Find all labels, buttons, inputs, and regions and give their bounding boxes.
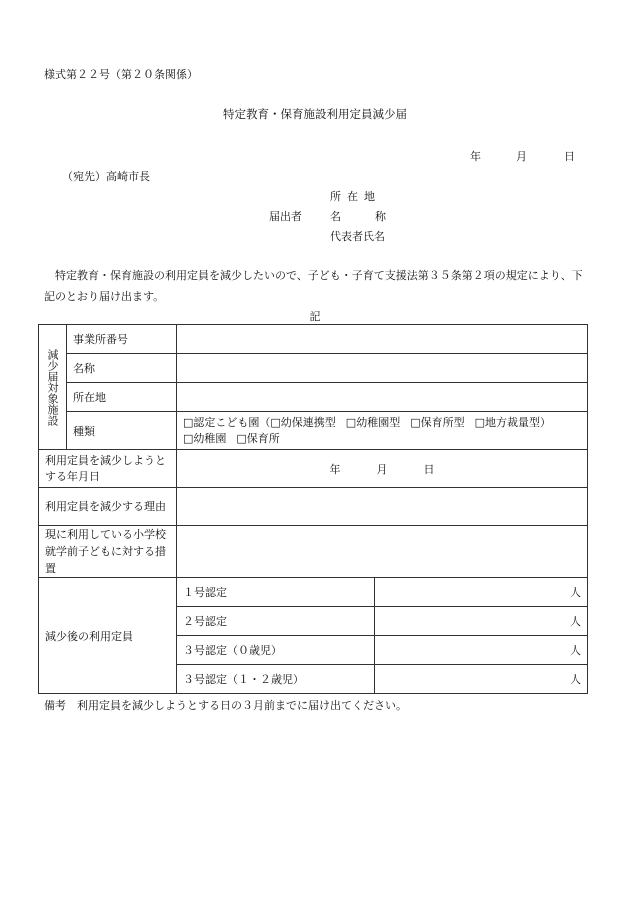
ki-heading: 記 — [309, 310, 321, 323]
option-local-discretion-type[interactable]: □地方裁量型） — [474, 415, 552, 429]
measures-field[interactable] — [177, 526, 588, 578]
capacity-row-label: ３号認定（０歳児） — [177, 636, 375, 665]
capacity-row-label: １号認定 — [177, 578, 375, 607]
date-day-label: 日 — [564, 150, 575, 163]
reduce-date-field[interactable] — [177, 450, 588, 488]
capacity-row-label: ２号認定 — [177, 607, 375, 636]
option-nursery[interactable]: □保育所 — [236, 431, 280, 445]
facility-type-label: 種類 — [67, 412, 177, 450]
capacity-row-value[interactable]: 人 — [375, 578, 588, 607]
facility-location-field[interactable] — [177, 383, 588, 412]
capacity-row-label: ３号認定（１・２歳児） — [177, 665, 375, 694]
submitter-name-label — [330, 208, 386, 224]
submitter-label: 届出者 — [269, 210, 302, 223]
representative-label: 代表者氏名 — [330, 230, 385, 243]
reduce-date-day: 日 — [423, 462, 435, 476]
facility-name-field[interactable] — [177, 354, 588, 383]
option-nursery-type[interactable]: □保育所型 — [410, 415, 465, 429]
submitter-address-label: 所在地 — [330, 190, 381, 203]
facility-type-options — [177, 412, 588, 450]
measures-label: 現に利用している小学校就学前子どもに対する措置 — [39, 526, 177, 578]
reason-label: 利用定員を減少する理由 — [39, 488, 177, 526]
reduce-date-year: 年 — [329, 462, 341, 476]
facility-location-label: 所在地 — [67, 383, 177, 412]
option-kindergarten-type[interactable]: □幼稚園型 — [345, 415, 401, 429]
reduce-date-label: 利用定員を減少しようとする年月日 — [39, 450, 177, 488]
body-text: 特定教育・保育施設の利用定員を減少したいので、子ども・子育て支援法第３５条第２項の規定により、下記のとおり届け出ます。 — [44, 269, 583, 303]
option-kindergarten[interactable]: □幼稚園 — [183, 431, 227, 445]
capacity-row-value[interactable]: 人 — [375, 607, 588, 636]
reason-field[interactable] — [177, 488, 588, 526]
target-facility-group-label: 減少届対象施設 — [39, 325, 67, 450]
capacity-row-value[interactable]: 人 — [375, 665, 588, 694]
capacity-label: 減少後の利用定員 — [39, 578, 177, 694]
form-number: 様式第２２号（第２０条関係） — [44, 68, 198, 81]
option-certified-kodomoen[interactable]: □認定こども園（□幼保連携型 — [183, 415, 336, 429]
name-label-char-2: 称 — [375, 210, 386, 223]
document-title: 特定教育・保育施設利用定員減少届 — [223, 107, 407, 121]
capacity-row-value[interactable]: 人 — [375, 636, 588, 665]
reduce-date-month: 月 — [376, 462, 388, 476]
addressee: （宛先）高崎市長 — [62, 170, 150, 183]
business-number-field[interactable] — [177, 325, 588, 354]
date-month-label: 月 — [516, 150, 527, 163]
name-label-char-1: 名 — [330, 210, 341, 223]
reduction-form-table — [38, 324, 588, 694]
date-year-label: 年 — [470, 150, 481, 163]
remarks: 備考 利用定員を減少しようとする日の３月前までに届け出てください。 — [44, 699, 407, 712]
facility-name-label: 名称 — [67, 354, 177, 383]
business-number-label: 事業所番号 — [67, 325, 177, 354]
